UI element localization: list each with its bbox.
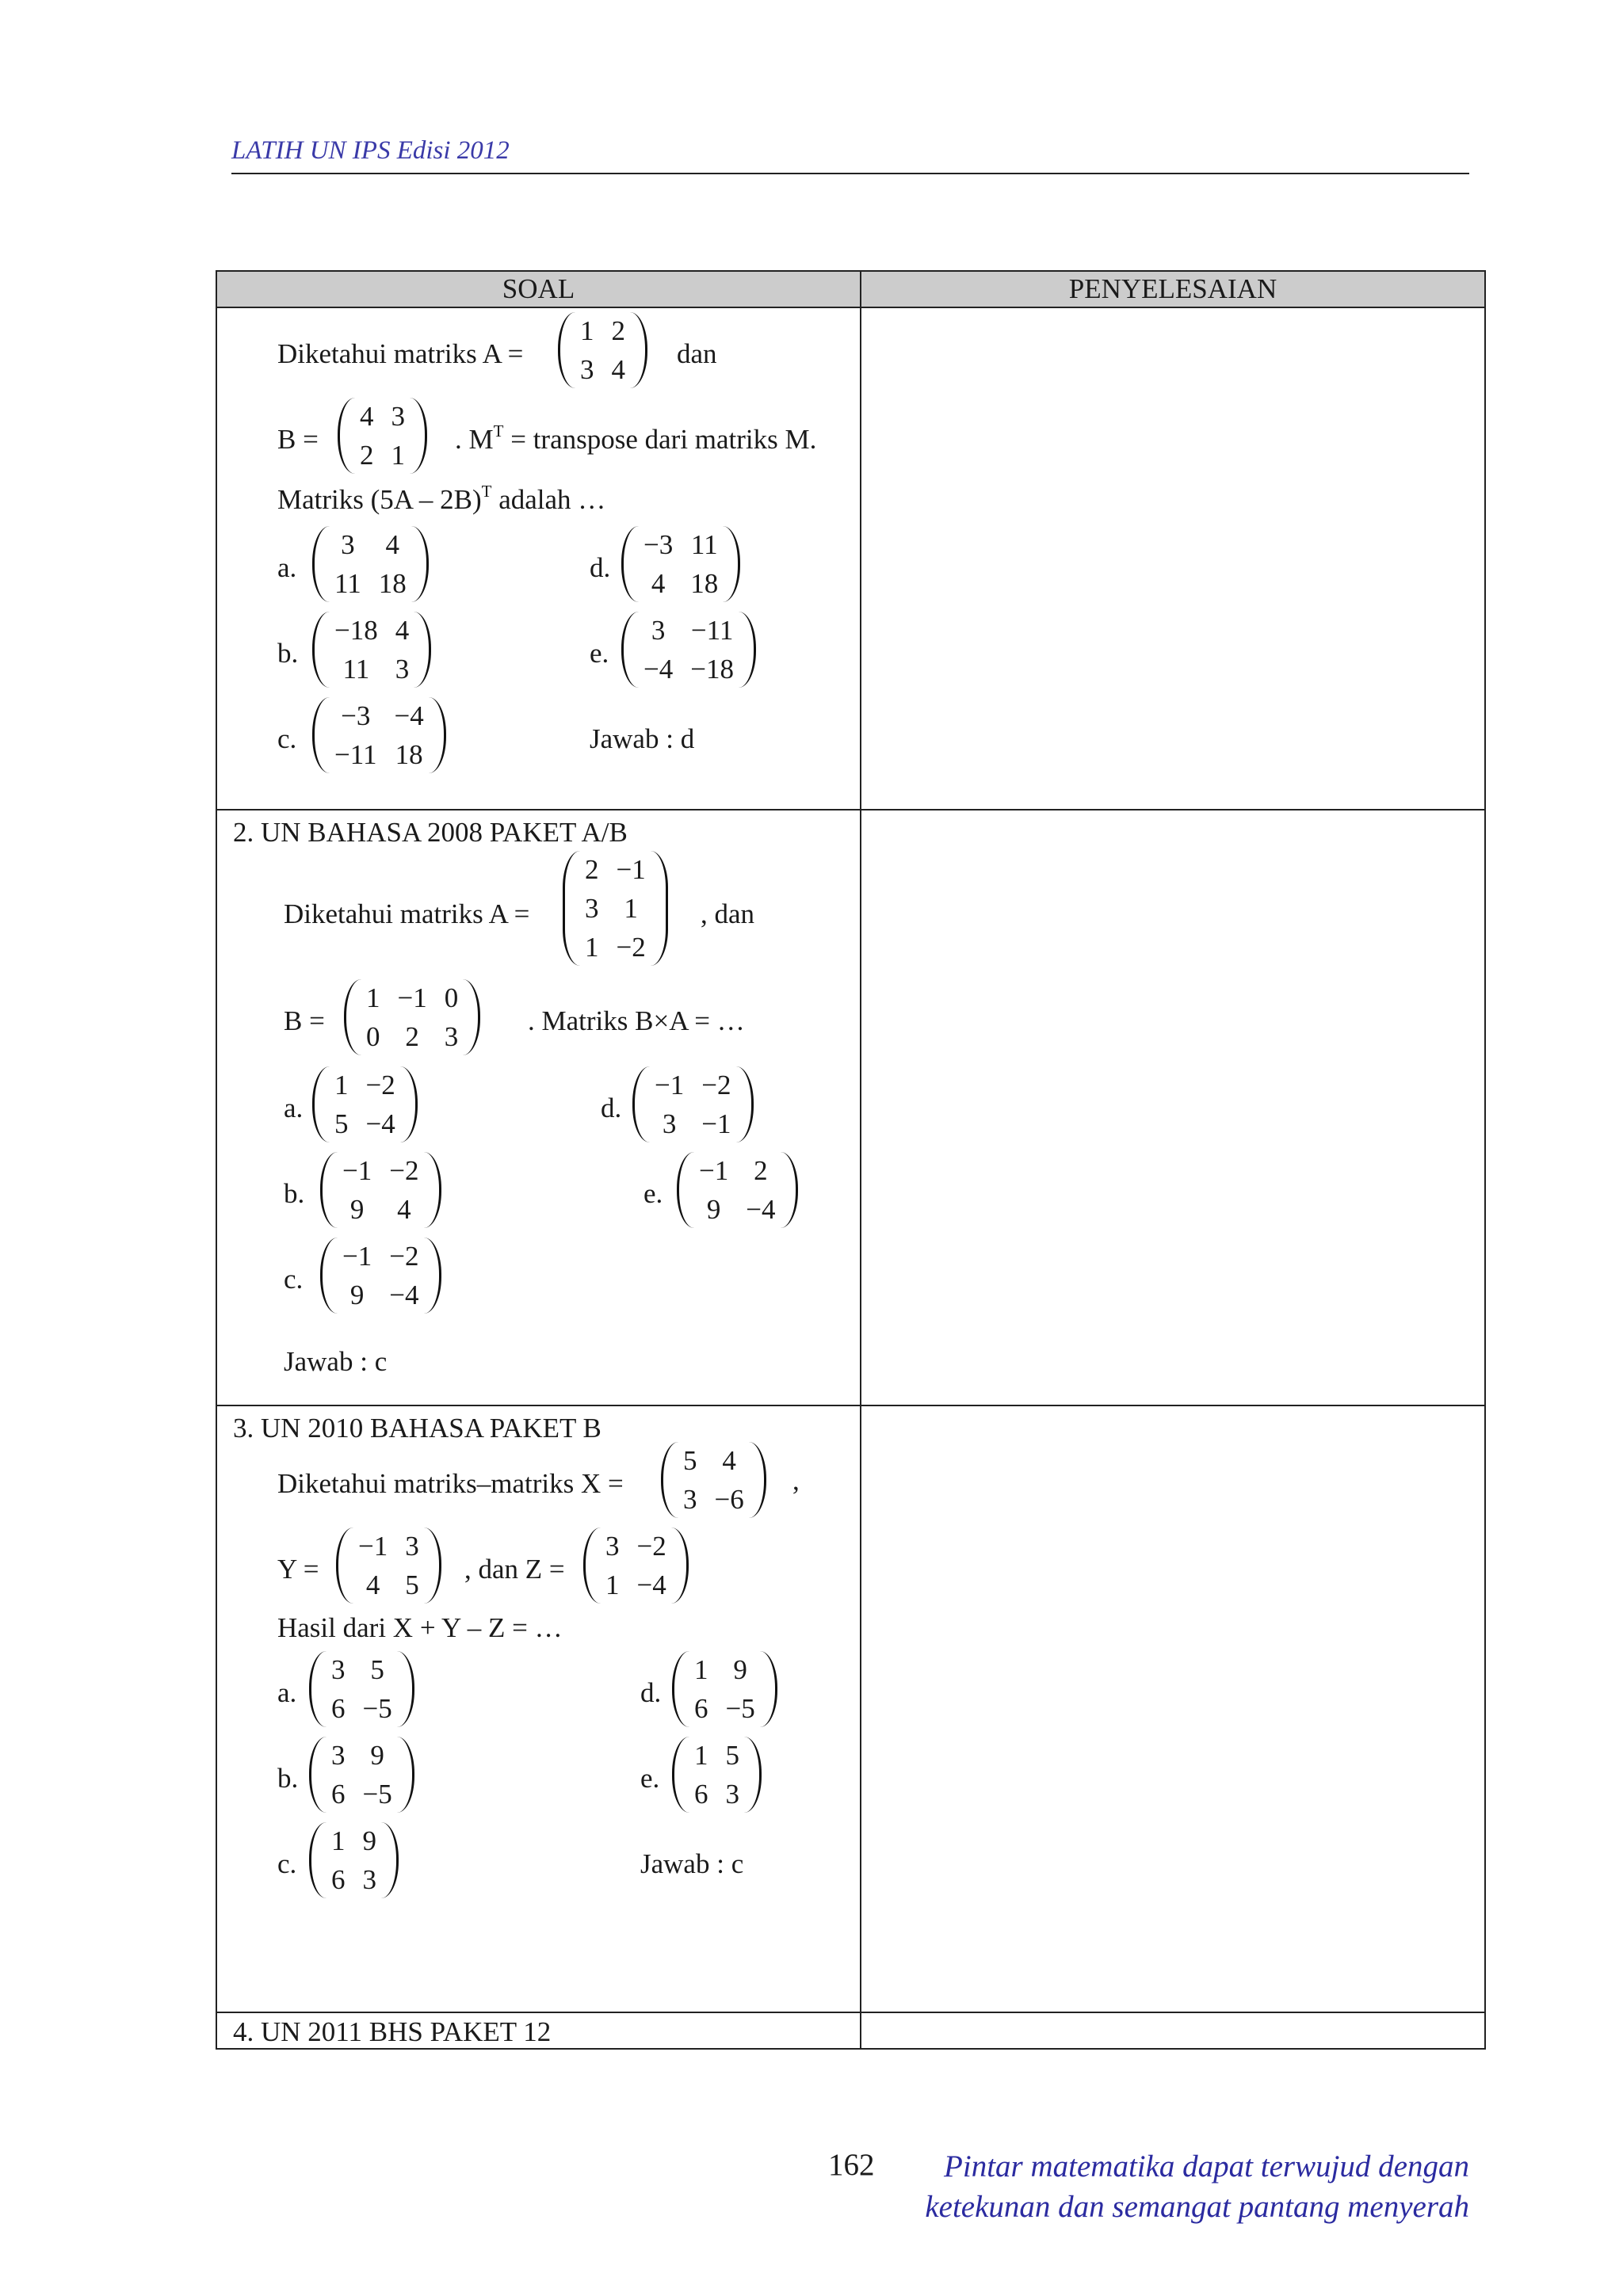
question-2-text: . Matriks B×A = …	[528, 1005, 745, 1036]
matrix-entry: 2	[611, 315, 625, 346]
matrix-entry: 9	[362, 1825, 376, 1856]
matrix-entry: 1	[580, 315, 594, 346]
matrix-a	[558, 312, 647, 388]
matrix-entry: 1	[585, 932, 599, 963]
matrix-entry: 5	[725, 1740, 739, 1771]
option-b-label: b.	[277, 638, 299, 669]
question-3-intro: Diketahui matriks–matriks X =	[277, 1468, 624, 1499]
option-c-matrix	[320, 1238, 441, 1314]
option-a-matrix	[312, 1066, 418, 1142]
matrix-entry: 5	[405, 1569, 419, 1600]
matrix-entry: −18	[690, 654, 734, 685]
matrix-entry: −2	[636, 1531, 666, 1562]
motto-line-2: ketekunan dan semangat pantang menyerah	[925, 2189, 1469, 2224]
question-3-cell	[216, 1405, 861, 2012]
matrix-y	[336, 1527, 441, 1604]
page-number: 162	[828, 2148, 875, 2182]
option-c-label: c.	[284, 1264, 304, 1295]
option-e-matrix	[672, 1737, 762, 1813]
matrix-entry: 1	[331, 1825, 346, 1856]
matrix-entry: −5	[362, 1693, 392, 1724]
table-row	[216, 810, 1485, 1405]
matrix-entry: −2	[701, 1070, 731, 1100]
matrix-entry: 6	[694, 1779, 708, 1810]
option-a-matrix	[309, 1651, 414, 1727]
matrix-entry: −4	[394, 700, 424, 731]
matrix-entry: 3	[391, 401, 405, 432]
right-paren	[650, 851, 668, 966]
matrix-entry: 3	[362, 1864, 376, 1895]
matrix-entry: −4	[636, 1569, 666, 1600]
option-c-matrix	[309, 1822, 399, 1898]
matrix-entry: −11	[334, 739, 377, 770]
matrix-entry: −5	[362, 1779, 392, 1810]
matrix-entry: 2	[754, 1155, 768, 1186]
matrix-entry: −11	[690, 615, 734, 646]
matrix-entry: 6	[331, 1864, 346, 1895]
matrix-entry: 3	[444, 1021, 459, 1052]
matrix-entry: −1	[358, 1531, 388, 1562]
option-d-matrix	[621, 526, 740, 602]
matrix-entry: 5	[683, 1445, 697, 1476]
matrix-entry: −3	[643, 529, 674, 560]
question-1-text: Matriks (5A – 2B)$^T$ adalah …	[277, 482, 606, 515]
matrix-entry: 3	[683, 1484, 697, 1515]
matrix-entry: −2	[389, 1155, 419, 1186]
matrix-entry: 9	[733, 1654, 747, 1685]
matrix-entry: 4	[611, 354, 625, 385]
question-2-cell	[216, 810, 861, 1405]
option-e-matrix	[621, 612, 756, 688]
matrix-entry: 1	[366, 982, 380, 1013]
option-e-label: e.	[590, 638, 609, 669]
matrix-z-label: , dan Z =	[464, 1554, 565, 1585]
matrix-entry: −2	[365, 1070, 395, 1100]
option-b-matrix	[320, 1152, 441, 1228]
matrix-entry: 3	[605, 1531, 620, 1562]
matrix-b	[338, 398, 427, 474]
matrix-entry: −1	[616, 854, 646, 885]
question-1-cell	[216, 307, 861, 810]
matrix-entry: 3	[725, 1779, 739, 1810]
matrix-entry: 9	[349, 1194, 365, 1225]
matrix-entry: 4	[365, 1569, 380, 1600]
option-d-matrix	[672, 1651, 777, 1727]
transpose-note: . $M^T$ = transpose dari matriks M.	[455, 421, 817, 455]
option-b-label: b.	[284, 1178, 305, 1209]
matrix-entry: 2	[360, 440, 374, 471]
question-2-title: 2. UN BAHASA 2008 PAKET A/B	[233, 817, 628, 848]
matrix-entry: 6	[694, 1693, 708, 1724]
matrix-entry: 1	[334, 1070, 349, 1100]
matrix-entry: 3	[331, 1740, 346, 1771]
matrix-entry: 3	[331, 1654, 346, 1685]
table-row	[216, 1405, 1485, 2012]
matrix-entry: 4	[651, 568, 666, 599]
matrix-entry: −1	[701, 1108, 731, 1139]
matrix-entry: 1	[605, 1569, 620, 1600]
option-c-label: c.	[277, 723, 297, 754]
matrix-entry: 3	[341, 529, 355, 560]
matrix-entry: −1	[699, 1155, 729, 1186]
matrix-entry: −2	[616, 932, 646, 963]
column-header-penyelesaian: PENYELESAIAN	[861, 271, 1485, 307]
question-3-comma: ,	[792, 1465, 800, 1496]
matrix-entry: 3	[585, 893, 599, 924]
matrix-x	[661, 1442, 766, 1518]
option-a-label: a.	[277, 552, 297, 583]
question-4-cell	[216, 2012, 861, 2049]
matrix-entry: 3	[395, 654, 410, 685]
option-b-matrix	[312, 612, 431, 688]
matrix-entry: 5	[334, 1108, 349, 1139]
matrix-entry: 9	[706, 1194, 721, 1225]
matrix-entry: 1	[391, 440, 405, 471]
matrix-entry: 9	[349, 1280, 365, 1310]
matrix-entry: −2	[389, 1241, 419, 1272]
matrix-entry: −5	[725, 1693, 755, 1724]
option-e-label: e.	[643, 1178, 663, 1209]
answer-1: Jawab : d	[590, 723, 695, 754]
matrix-entry: 6	[331, 1693, 346, 1724]
question-1-intro: Diketahui matriks A =	[277, 338, 524, 369]
header-rule	[231, 173, 1469, 174]
answer-3: Jawab : c	[640, 1848, 744, 1879]
option-a-matrix	[312, 526, 429, 602]
left-paren	[563, 851, 581, 966]
matrix-entry: −1	[342, 1241, 372, 1272]
matrix-entry: 4	[360, 401, 374, 432]
matrix-entry: 1	[694, 1740, 708, 1771]
matrix-entry: −1	[655, 1070, 685, 1100]
matrix-z	[583, 1527, 689, 1604]
matrix-entry: −1	[397, 982, 427, 1013]
matrix-b	[344, 979, 480, 1055]
matrix-entry: −4	[643, 654, 674, 685]
matrix-entry: 4	[722, 1445, 736, 1476]
matrix-entry: −18	[334, 615, 378, 646]
solution-2-cell	[861, 810, 1485, 1405]
matrix-entry: 1	[624, 893, 638, 924]
option-d-label: d.	[601, 1093, 622, 1123]
question-3-text: Hasil dari X + Y – Z = …	[277, 1612, 563, 1643]
answer-2: Jawab : c	[284, 1346, 388, 1377]
matrix-entry: 2	[585, 854, 599, 885]
matrix-entry: 11	[342, 654, 370, 685]
matrix-entry: 3	[662, 1108, 677, 1139]
matrix-entry: −3	[341, 700, 371, 731]
solution-1-cell	[861, 307, 1485, 810]
solution-4-cell	[861, 2012, 1485, 2049]
table-row	[216, 2012, 1485, 2049]
matrix-entry: −4	[746, 1194, 776, 1225]
matrix-entry: 3	[651, 615, 666, 646]
matrix-entry: 2	[405, 1021, 419, 1052]
option-a-label: a.	[284, 1093, 304, 1123]
matrix-entry: 9	[370, 1740, 384, 1771]
question-1-dan: dan	[677, 338, 717, 369]
matrix-entry: 18	[690, 568, 719, 599]
column-header-soal: SOAL	[216, 271, 861, 307]
solution-3-cell	[861, 1405, 1485, 2012]
table-row	[216, 307, 1485, 810]
option-e-matrix	[677, 1152, 798, 1228]
option-a-label: a.	[277, 1677, 297, 1708]
matrix-entry: 1	[694, 1654, 708, 1685]
matrix-b-label: B =	[284, 1005, 325, 1036]
option-b-label: b.	[277, 1763, 299, 1794]
option-d-label: d.	[640, 1677, 662, 1708]
motto-line-1: Pintar matematika dapat terwujud dengan	[944, 2149, 1469, 2183]
question-2-intro: Diketahui matriks A =	[284, 898, 530, 929]
option-e-label: e.	[640, 1763, 660, 1794]
matrix-entry: 6	[331, 1779, 346, 1810]
matrix-entry: 0	[444, 982, 459, 1013]
matrix-y-label: Y =	[277, 1554, 319, 1585]
footer-motto	[925, 2147, 1469, 2227]
matrix-entry: 11	[334, 568, 361, 599]
matrix-a	[563, 851, 668, 966]
matrix-entry: −4	[365, 1108, 395, 1139]
option-c-matrix	[312, 697, 446, 773]
matrix-entry: 5	[370, 1654, 384, 1685]
question-2-dan: , dan	[701, 898, 755, 929]
matrix-b-label: B =	[277, 424, 319, 455]
matrix-entry: −6	[714, 1484, 744, 1515]
matrix-entry: 4	[385, 529, 399, 560]
matrix-entry: 4	[395, 615, 410, 646]
option-d-label: d.	[590, 552, 611, 583]
matrix-entry: −1	[342, 1155, 372, 1186]
matrix-entry: 11	[690, 529, 718, 560]
option-d-matrix	[632, 1066, 754, 1142]
matrix-entry: 18	[395, 739, 423, 770]
matrix-entry: 3	[405, 1531, 419, 1562]
matrix-entry: 4	[397, 1194, 411, 1225]
soal-table	[216, 270, 1486, 2050]
matrix-entry: −4	[389, 1280, 419, 1310]
table-header-row	[216, 271, 1485, 307]
matrix-entry: 18	[378, 568, 407, 599]
option-c-label: c.	[277, 1848, 297, 1879]
matrix-entry: 0	[366, 1021, 380, 1052]
question-4-title: 4. UN 2011 BHS PAKET 12	[233, 2016, 552, 2047]
matrix-entry: 3	[580, 354, 594, 385]
question-3-title: 3. UN 2010 BAHASA PAKET B	[233, 1413, 601, 1444]
running-header: LATIH UN IPS Edisi 2012	[231, 136, 510, 165]
option-b-matrix	[309, 1737, 414, 1813]
